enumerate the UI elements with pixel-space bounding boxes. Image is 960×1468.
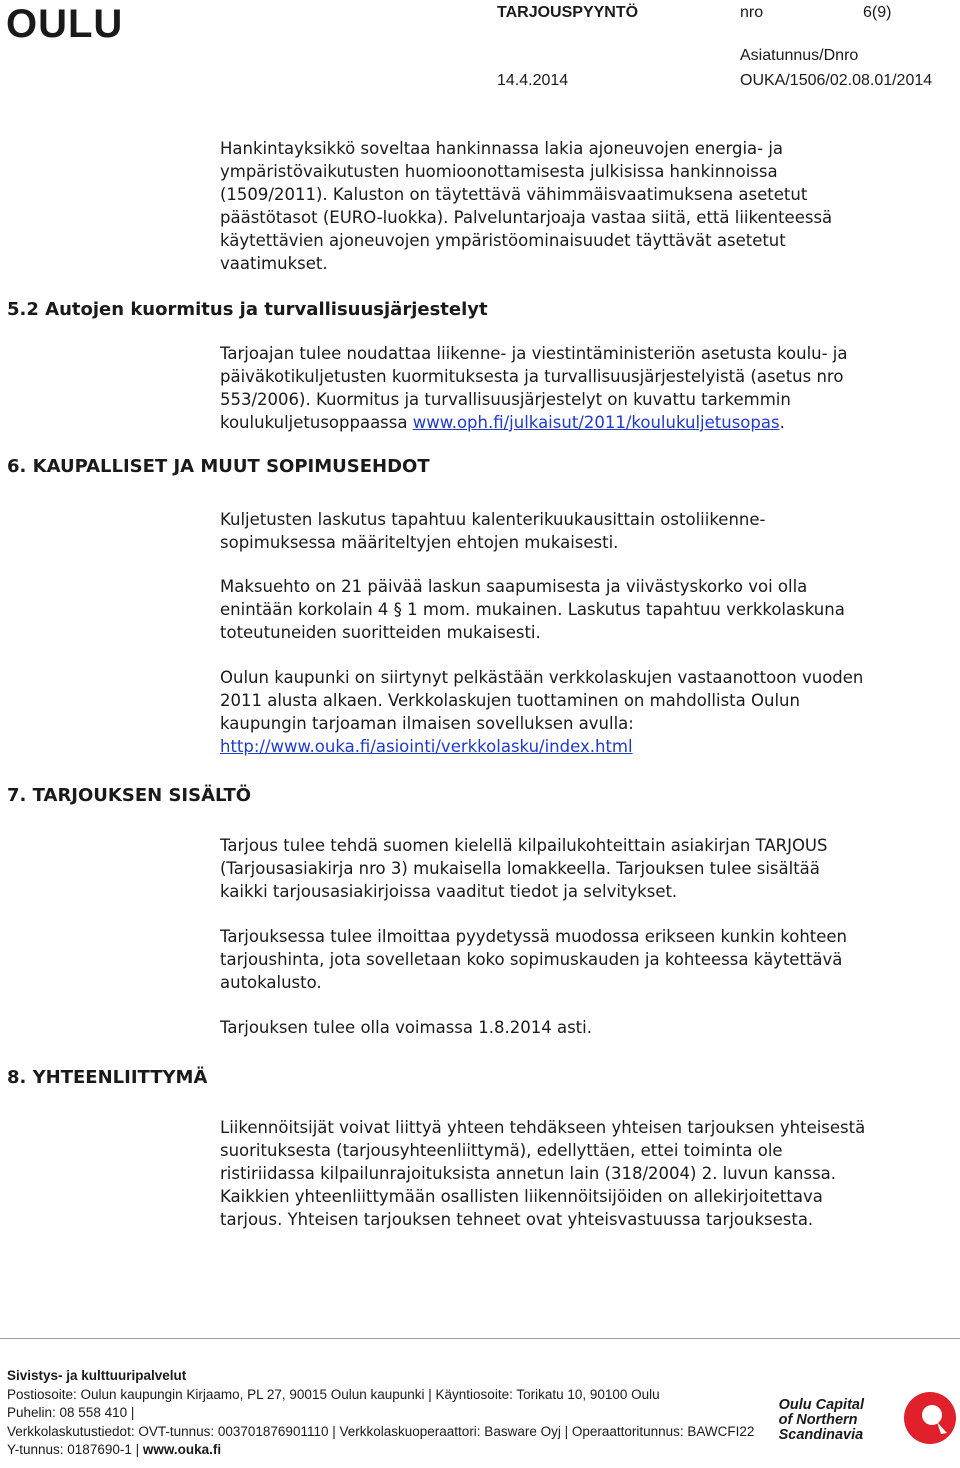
- text-line: ympäristövaikutusten huomioonottamisesta julkisissa hankinnoissa: [220, 162, 778, 181]
- text-line: kaikki tarjousasiakirjoissa vaaditut tiedot ja selvitykset.: [220, 882, 678, 901]
- text-fragment: koulukuljetusoppaassa: [220, 413, 413, 432]
- text-line: 553/2006). Kuormitus ja turvallisuusjärjestelyt on kuvattu tarkemmin: [220, 390, 791, 409]
- text-line: suorituksesta (tarjousyhteenliittymä), edellyttäen, ettei toiminta ole: [220, 1141, 783, 1160]
- footer-info: [7, 1367, 807, 1460]
- footer-ytunnus-line: [7, 1441, 807, 1460]
- text-line: päiväkotikuljetusten kuormituksesta ja turvallisuusjärjestelyistä (asetus nro: [220, 367, 844, 386]
- text-line: käytettävien ajoneuvojen ympäristöominaisuudet täyttävät asetetut: [220, 231, 786, 250]
- section-7-heading: 7. TARJOUKSEN SISÄLTÖ: [7, 785, 252, 806]
- text-line: 2011 alusta alkaen. Verkkolaskujen tuottaminen on mahdollista Oulun: [220, 691, 800, 710]
- document-date: 14.4.2014: [497, 72, 569, 89]
- section-7-paragraph-3: [220, 1016, 955, 1039]
- footer-org: [7, 1367, 807, 1386]
- text-line: kaupungin tarjoaman ilmaisen sovelluksen avulla:: [220, 714, 634, 733]
- text-line: autokalusto.: [220, 973, 322, 992]
- text-line: Kaikkien yhteenliittymään osallisten liikennöitsijöiden on allekirjoitettava: [220, 1187, 823, 1206]
- text-line: Oulun kaupunki on siirtynyt pelkästään verkkolaskujen vastaanottoon vuoden: [220, 668, 864, 687]
- section-7-paragraph-1: [220, 834, 955, 903]
- intro-paragraph: [220, 137, 955, 275]
- section-5-2-paragraph: [220, 342, 955, 434]
- section-8-heading: 8. YHTEENLIITTYMÄ: [7, 1067, 208, 1088]
- section-6-paragraph-1: [220, 508, 955, 554]
- oulu-logo: OULU: [6, 2, 124, 46]
- verkkolasku-link[interactable]: http://www.ouka.fi/asiointi/verkkolasku/index.html: [220, 737, 633, 756]
- text-line: Kuljetusten laskutus tapahtuu kalenterikuukausittain ostoliikenne-: [220, 510, 766, 529]
- section-7-paragraph-2: [220, 925, 955, 994]
- text-line: Tarjouksessa tulee ilmoittaa pyydetyssä muodossa erikseen kunkin kohteen: [220, 927, 847, 946]
- brand-inner: [922, 1405, 942, 1425]
- text-line: Tarjouksen tulee olla voimassa 1.8.2014 asti.: [220, 1018, 592, 1037]
- oulu-capital-brand: [779, 1398, 864, 1443]
- text-line: Hankintayksikkö soveltaa hankinnassa lakia ajoneuvojen energia- ja: [220, 139, 784, 158]
- section-6-paragraph-2: [220, 575, 955, 644]
- footer-ytunnus: Y-tunnus: 0187690-1 |: [7, 1442, 143, 1457]
- brand-line: Oulu Capital: [778, 1397, 864, 1413]
- koulukuljetusopas-link[interactable]: www.oph.fi/julkaisut/2011/koulukuljetusopas: [412, 413, 780, 432]
- text-line: (Tarjousasiakirja nro 3) mukaisella lomakkeella. Tarjouksen tulee sisältää: [220, 859, 820, 878]
- text-line: ristiriidassa kilpailunrajoituksista annetun lain (318/2004) 2. luvun kanssa.: [220, 1164, 837, 1183]
- footer-address: Postiosoite: Oulun kaupungin Kirjaamo, PL 27, 90015 Oulun kaupunki | Käyntiosoite: Torikatu 10, 90100 Oulu: [7, 1386, 660, 1402]
- text-line: tarjous. Yhteisen tarjouksen tehneet ovat yhteisvastuussa tarjouksesta.: [220, 1210, 814, 1229]
- footer-org-name: Sivistys- ja kulttuuripalvelut: [7, 1368, 187, 1383]
- text-line: (1509/2011). Kaluston on täytettävä vähimmäisvaatimuksena asetetut: [220, 185, 808, 204]
- text-line: Maksuehto on 21 päivää laskun saapumisesta ja viivästyskorko voi olla: [220, 577, 808, 596]
- section-6-paragraph-3: [220, 666, 960, 758]
- brand-line: of Northern: [778, 1412, 858, 1428]
- section-8-paragraph: [220, 1116, 960, 1231]
- text-line: toteutuneiden suoritteiden mukaisesti.: [220, 623, 541, 642]
- oulu-brand-icon: [901, 1389, 959, 1447]
- text-line: vaatimukset.: [220, 254, 328, 273]
- text-line: [220, 411, 955, 434]
- section-5-2-heading: 5.2 Autojen kuormitus ja turvallisuusjärjestelyt: [7, 299, 488, 320]
- footer-einvoice: Verkkolaskutustiedot: OVT-tunnus: 003701876901110 | Verkkolaskuoperaattori: Basware Oyj | Operaattoritunnus: BAWCFI22: [7, 1423, 755, 1439]
- footer-divider: [0, 1338, 960, 1339]
- text-line: sopimuksessa määriteltyjen ehtojen mukaisesti.: [220, 533, 619, 552]
- brand-line: Scandinavia: [778, 1427, 864, 1443]
- nro-label: nro: [740, 4, 764, 21]
- text-line: enintään korkolain 4 § 1 mom. mukainen. Laskutus tapahtuu verkkolaskuna: [220, 600, 845, 619]
- text-line: Tarjoajan tulee noudattaa liikenne- ja viestintäministeriön asetusta koulu- ja: [220, 344, 848, 363]
- footer-phone: Puhelin: 08 558 410 |: [7, 1405, 135, 1420]
- section-6-heading: 6. KAUPALLISET JA MUUT SOPIMUSEHDOT: [7, 456, 430, 477]
- text-line: Tarjous tulee tehdä suomen kielellä kilpailukohteittain asiakirjan TARJOUS: [220, 836, 828, 855]
- ref-label: Asiatunnus/Dnro: [740, 47, 859, 64]
- text-line: [220, 735, 960, 758]
- footer-website[interactable]: www.ouka.fi: [142, 1442, 222, 1457]
- text-line: Liikennöitsijät voivat liittyä yhteen tehdäkseen yhteisen tarjouksen yhteisestä: [220, 1118, 866, 1137]
- document-type: TARJOUSPYYNTÖ: [497, 4, 639, 21]
- text-fragment: .: [779, 413, 785, 432]
- text-line: päästötasot (EURO-luokka). Palveluntarjoaja vastaa siitä, että liikenteessä: [220, 208, 833, 227]
- ref-number: OUKA/1506/02.08.01/2014: [740, 72, 933, 89]
- text-line: tarjoushinta, jota sovelletaan koko sopimuskauden ja kohteessa käytettävä: [220, 950, 843, 969]
- page-number: 6(9): [863, 4, 892, 21]
